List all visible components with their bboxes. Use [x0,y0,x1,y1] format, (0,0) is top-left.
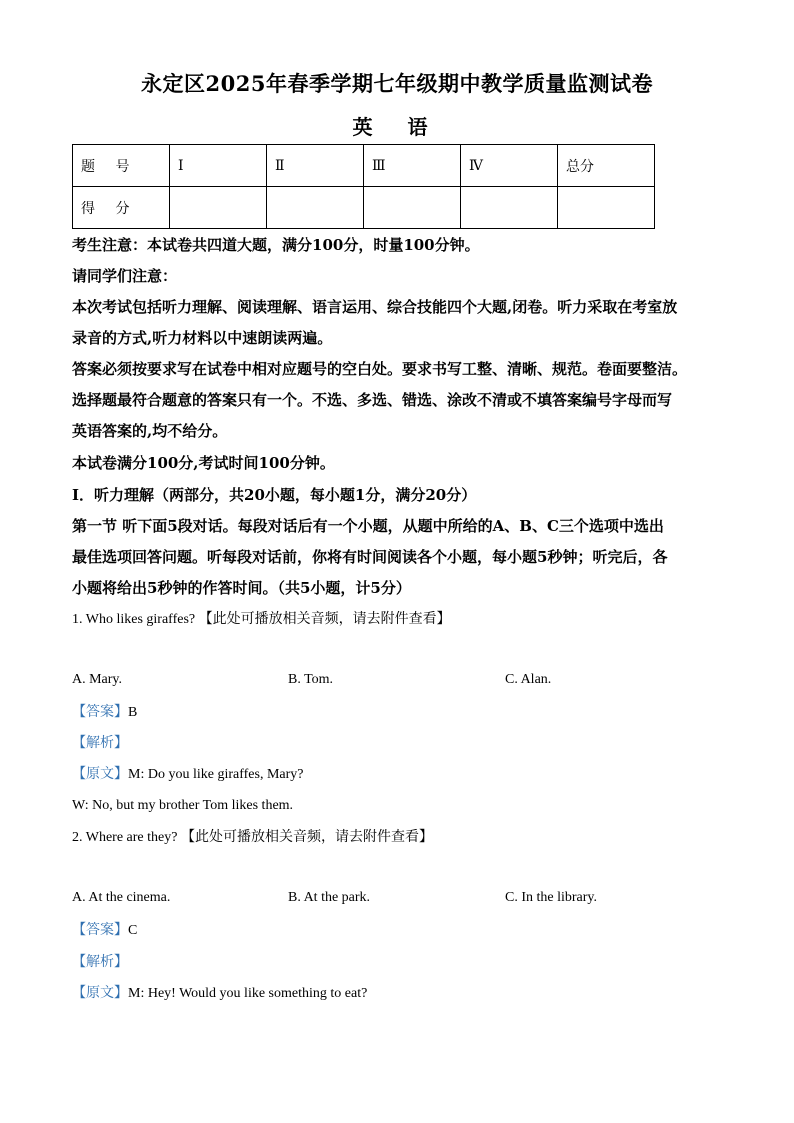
notice-line: 英语答案的,均不给分。 [72,422,228,440]
q2-option-b: B. At the park. [288,890,371,905]
analysis-tag: 【解析】 [72,736,128,751]
question-2-text: 2. Where are they? 【此处可播放相关音频，请去附件查看】 [72,830,433,845]
answer-tag: 【答案】 [72,923,128,938]
section-heading: Ⅰ．听力理解（两部分，共20小题，每小题1分，满分20分） [72,486,477,504]
q2-original-line-1: M: Hey! Would you like something to eat? [128,986,368,1001]
score-cell-total: 总分 [558,145,655,187]
score-table-header-row [73,145,655,187]
subject-title: 英 语 [352,115,442,139]
score-input-cell[interactable] [267,187,364,229]
section-intro: 第一节 听下面5段对话。每段对话后有一个小题，从题中所给的A、B、C三个选项中选出 [72,517,664,535]
section-intro: 最佳选项回答问题。听每段对话前，你将有时间阅读各个小题，每小题5秒钟；听完后，各 [72,548,668,566]
score-cell-label: 题 号 [73,145,170,187]
score-input-cell[interactable] [461,187,558,229]
original-tag: 【原文】 [72,986,128,1001]
notice-line: 录音的方式,听力材料以中速朗读两遍。 [72,329,333,347]
question-1-text: 1. Who likes giraffes? 【此处可播放相关音频，请去附件查看】 [72,612,451,627]
q1-answer [72,702,137,724]
q1-original-line-2: W: No, but my brother Tom likes them. [72,798,294,813]
score-input-cell[interactable] [170,187,267,229]
q1-original-line-1: M: Do you like giraffes, Mary? [128,767,304,782]
q2-option-a: A. At the cinema. [72,890,171,905]
score-input-cell[interactable] [558,187,655,229]
score-cell-part-3: Ⅲ [364,145,461,187]
q1-option-a: A. Mary. [72,672,123,687]
q2-option-c: C. In the library. [505,890,598,905]
score-row-label: 得 分 [73,187,170,229]
score-table-score-row [73,187,655,229]
q1-option-b: B. Tom. [288,672,334,687]
q1-original [72,764,303,786]
analysis-tag: 【解析】 [72,955,128,970]
original-tag: 【原文】 [72,767,128,782]
score-cell-part-2: Ⅱ [267,145,364,187]
notice-line: 考生注意：本试卷共四道大题，满分100分，时量100分钟。 [72,236,480,254]
q2-analysis [72,952,128,974]
score-input-cell[interactable] [364,187,461,229]
q1-analysis [72,733,128,755]
answer-tag: 【答案】 [72,705,128,720]
notice-line: 本试卷满分100分,考试时间100分钟。 [72,454,335,472]
score-cell-part-4: Ⅳ [461,145,558,187]
q1-option-c: C. Alan. [505,672,552,687]
score-table [72,144,655,229]
q2-answer-value: C [128,923,138,938]
score-cell-part-1: Ⅰ [170,145,267,187]
exam-title: 永定区2025年春季学期七年级期中教学质量监测试卷 [141,71,653,96]
q2-original [72,983,367,1005]
section-intro: 小题将给出5秒钟的作答时间。（共5小题，计5分） [72,579,411,597]
notice-line: 答案必须按要求写在试卷中相对应题号的空白处。要求书写工整、清晰、规范。卷面要整洁。 [72,360,688,378]
notice-line: 请同学们注意： [72,267,178,285]
q2-answer [72,920,137,942]
notice-line: 本次考试包括听力理解、阅读理解、语言运用、综合技能四个大题,闭卷。听力采取在考室放 [72,298,678,316]
notice-line: 选择题最符合题意的答案只有一个。不选、多选、错选、涂改不清或不填答案编号字母而写 [72,391,673,409]
q1-answer-value: B [128,705,138,720]
